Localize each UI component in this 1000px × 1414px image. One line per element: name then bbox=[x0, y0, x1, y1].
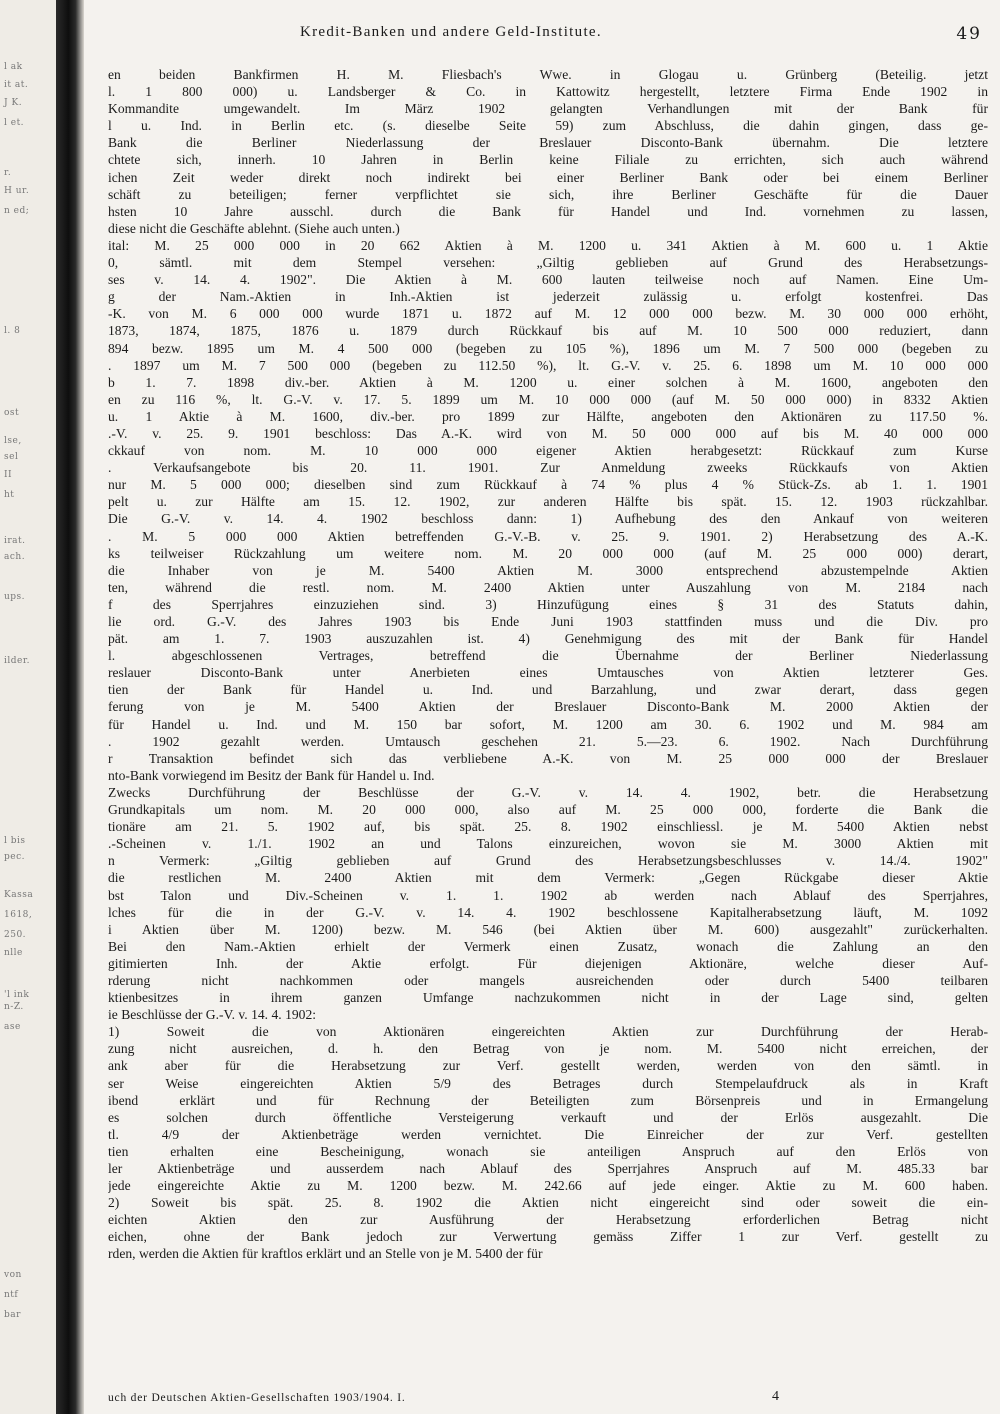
text-line: n Vermerk: „Giltig geblieben auf Grund des Herabsetzungsbeschlusses v. 14./4. 1902" bbox=[108, 853, 988, 869]
text-line: ank aber für die Herabsetzung zur Verf. gestellt werden, werden von den sämtl. in bbox=[108, 1058, 988, 1074]
book-gutter-shadow bbox=[56, 0, 84, 1414]
text-line: 1873, 1874, 1875, 1876 u. 1879 durch Rückkauf bis auf M. 10 500 000 reduziert, dann bbox=[108, 323, 988, 339]
text-line: schäft zu beteiligen; ferner verpflichtet sie sich, ihre Berliner Geschäfte für die Dauer bbox=[108, 186, 988, 202]
text-line: bst Talon und Div.-Scheinen v. 1. 1. 1902 ab werden nach Ablauf des Sperrjahres, bbox=[108, 887, 988, 903]
text-line: g der Nam.-Aktien in Inh.-Aktien ist jederzeit zulässig u. erfolgt kostenfrei. Das bbox=[108, 289, 988, 305]
text-line: 894 bezw. 1895 um M. 4 500 000 (begeben zu 105 %), 1896 um M. 7 500 000 (begeben zu bbox=[108, 340, 988, 356]
text-line: l. 1 800 000) u. Landsberger & Co. in Kattowitz hergestellt, letztere Firma Ende 1902 in bbox=[108, 84, 988, 100]
text-line: ichen Zeit weder direkt noch indirekt bei einer Berliner Bank oder bei einem Berliner bbox=[108, 169, 988, 185]
text-line: tien erhalten eine Bescheinigung, wonach sie anteiligen Anspruch auf den Erlös von bbox=[108, 1143, 988, 1159]
margin-fragment: r. bbox=[4, 168, 12, 178]
margin-fragment: l ak bbox=[4, 62, 23, 72]
margin-fragment: H ur. bbox=[4, 186, 30, 196]
text-line: ferung von je M. 5400 Aktien der Breslauer Disconto-Bank M. 2000 Aktien der bbox=[108, 699, 988, 715]
margin-fragment: l bis bbox=[4, 836, 26, 846]
text-line: Kommandite umgewandelt. Im März 1902 gelangten Verhandlungen mit der Bank für bbox=[108, 101, 988, 117]
text-line: 2) Soweit bis spät. 25. 8. 1902 die Aktien nicht eingereicht sind oder soweit die ein- bbox=[108, 1195, 988, 1211]
margin-fragment: von bbox=[4, 1270, 22, 1280]
text-line: gitimierten Inh. der Aktie erfolgt. Für diejenigen Aktionäre, welche dieser Auf- bbox=[108, 955, 988, 971]
text-line: ibend erklärt und für Rechnung der Beteiligten zum Börsenpreis und in Ermangelung bbox=[108, 1092, 988, 1108]
margin-fragment: ups. bbox=[4, 592, 26, 602]
margin-fragment: ilder. bbox=[4, 656, 31, 666]
margin-fragment: l et. bbox=[4, 118, 25, 128]
text-line: lie ord. G.-V. des Jahres 1903 bis Ende Juni 1903 stattfinden muss und die Div. pro bbox=[108, 614, 988, 629]
margin-fragment: 1618, bbox=[4, 910, 33, 920]
text-line: u. 1 Aktie à M. 1600, div.-ber. pro 1899 zur Hälfte, angeboten den Aktionären zu 117.50 %. bbox=[108, 408, 988, 424]
margin-fragment: ost bbox=[4, 408, 20, 418]
text-line: pät. am 1. 7. 1903 auszuzahlen ist. 4) Genehmigung des mit der Bank für Handel bbox=[108, 631, 988, 647]
text-line: nur M. 5 000 000; dieselben sind zum Rückkauf à 74 % plus 4 % Stück-Zs. ab 1. 1. 1901 bbox=[108, 477, 988, 493]
text-line: .-Scheinen v. 1./1. 1902 an und Talons einzureichen, wovon sie M. 3000 Aktien mit bbox=[108, 836, 988, 852]
text-line: Bei den Nam.-Aktien erhielt der Vermerk einen Zusatz, wonach die Zahlung an den bbox=[108, 938, 988, 954]
margin-fragment: ht bbox=[4, 490, 15, 500]
text-line: ses v. 14. 4. 1902". Die Aktien à M. 600 lauten teilweise noch auf Namen. Eine Um- bbox=[108, 272, 988, 288]
text-line: . 1902 gezahlt werden. Umtausch geschehen 21. 5.—23. 6. 1902. Nach Durchführung bbox=[108, 733, 988, 749]
text-line: rden, werden die Aktien für kraftlos erklärt und an Stelle von je M. 5400 der für bbox=[108, 1246, 543, 1262]
margin-fragment: 250. bbox=[4, 930, 27, 940]
margin-fragment: II bbox=[4, 470, 13, 480]
footer-source: uch der Deutschen Aktien-Gesellschaften 1903/1904. I. bbox=[108, 1392, 406, 1404]
text-line: jede eingereichte Aktie zu M. 1200 bezw. M. 242.66 auf jede einger. Aktie zu M. 600 haben. bbox=[108, 1178, 988, 1194]
text-line: . 1897 um M. 7 500 000 (begeben zu 112.50 %), lt. G.-V. v. 25. 6. 1898 um M. 10 000 000 bbox=[108, 357, 988, 373]
text-line: lches für die in der G.-V. v. 14. 4. 1902 beschlossene Kapitalherabsetzung läuft, M. 1092 bbox=[108, 904, 988, 920]
text-line: ktienbesitzes in ihrem ganzen Umfange nachzukommen nicht in der Lage sind, gelten bbox=[108, 990, 988, 1006]
margin-fragment: n-Z. bbox=[4, 1002, 24, 1012]
text-line: tien der Bank für Handel u. Ind. und Barzahlung, und zwar derart, dass gegen bbox=[108, 682, 988, 698]
margin-fragment: irat. bbox=[4, 536, 26, 546]
left-page-margin bbox=[0, 0, 56, 1414]
text-line: ler Aktienbeträge und ausserdem nach Ablauf des Sperrjahres Anspruch auf M. 485.33 bar bbox=[108, 1161, 988, 1176]
text-line: Grundkapitals um nom. M. 20 000 000, also auf M. 25 000 000, forderte die Bank die bbox=[108, 802, 988, 818]
text-line: en zu 116 %, lt. G.-V. v. 17. 5. 1899 um M. 10 000 000 (auf M. 50 000 000) in 8332 Aktien bbox=[108, 391, 988, 407]
text-line: nto-Bank vorwiegend im Besitz der Bank für Handel u. Ind. bbox=[108, 767, 435, 783]
text-line: ks teilweiser Rückzahlung um weitere nom. M. 20 000 000 (auf M. 25 000 000) derart, bbox=[108, 545, 988, 561]
text-line: für Handel u. Ind. und M. 150 bar sofort, M. 1200 am 30. 6. 1902 und M. 984 am bbox=[108, 716, 988, 732]
text-line: Bank die Berliner Niederlassung der Breslauer Disconto-Bank übernahm. Die letztere bbox=[108, 135, 988, 151]
document-page bbox=[84, 0, 1000, 1414]
margin-fragment: lse, bbox=[4, 436, 22, 446]
margin-fragment: Kassa bbox=[4, 890, 34, 900]
page-number: 49 bbox=[956, 24, 982, 44]
text-line: ckkauf von nom. M. 10 000 000 eigener Aktien herabgesetzt: Rückkauf zum Kurse bbox=[108, 443, 988, 459]
text-line: tionäre am 21. 5. 1902 auf, bis spät. 25. 8. 1902 einschliessl. je M. 5400 Aktien nebst bbox=[108, 819, 988, 835]
margin-fragment: bar bbox=[4, 1310, 21, 1320]
text-line: -K. von M. 6 000 000 wurde 1871 u. 1872 auf M. 12 000 000 bezw. M. 30 000 000 erhöht, bbox=[108, 306, 988, 322]
header-title: Kredit-Banken und andere Geld-Institute. bbox=[300, 24, 602, 40]
text-line: .-V. v. 25. 9. 1901 beschloss: Das A.-K. wird von M. 50 000 000 auf bis M. 40 000 000 bbox=[108, 425, 988, 441]
margin-fragment: J K. bbox=[4, 98, 23, 108]
text-line: . M. 5 000 000 Aktien betreffenden G.-V.-B. v. 25. 9. 1901. 2) Herabsetzung des A.-K. bbox=[108, 528, 988, 544]
text-line: ten, während die restl. nom. M. 2400 Aktien unter Auszahlung von M. 2184 nach bbox=[108, 579, 988, 595]
text-line: die restlichen M. 2400 Aktien mit dem Vermerk: „Gegen Rückgabe dieser Aktie bbox=[108, 870, 988, 886]
text-line: pelt u. zur Hälfte am 15. 12. 1902, zur anderen Hälfte bis spät. 15. 12. 1903 rückzahlbar. bbox=[108, 494, 988, 510]
text-line: hsten 10 Jahre ausschl. durch die Bank für Handel und Ind. vornehmen zu lassen, bbox=[108, 203, 988, 219]
margin-fragment: 'l ink bbox=[4, 990, 30, 1000]
margin-fragment: n ed; bbox=[4, 206, 30, 216]
body-text bbox=[108, 66, 988, 1263]
text-line: diese nicht die Geschäfte ablehnt. (Siehe auch unten.) bbox=[108, 220, 400, 236]
text-line: en beiden Bankfirmen H. M. Fliesbach's Wwe. in Glogau u. Grünberg (Beteilig. jetzt bbox=[108, 67, 988, 82]
text-line: r Transaktion befindet sich das verbliebene A.-K. von M. 25 000 000 der Breslauer bbox=[108, 750, 988, 766]
text-line: 0, sämtl. mit dem Stempel versehen: „Giltig geblieben auf Grund des Herabsetzungs- bbox=[108, 255, 988, 271]
text-line: Zwecks Durchführung der Beschlüsse der G.-V. v. 14. 4. 1902, betr. die Herabsetzung bbox=[108, 784, 988, 800]
text-line: zung nicht ausreichen, d. h. den Betrag von je nom. M. 5400 nicht erreichen, der bbox=[108, 1041, 988, 1057]
text-line: ie Beschlüsse der G.-V. v. 14. 4. 1902: bbox=[108, 1007, 317, 1023]
text-line: Die G.-V. v. 14. 4. 1902 beschloss dann: 1) Aufhebung des den Ankauf von weiteren bbox=[108, 511, 988, 527]
margin-fragment: ntf bbox=[4, 1290, 19, 1300]
text-line: l. abgeschlossenen Vertrages, betreffend die Übernahme der Berliner Niederlassung bbox=[108, 648, 988, 664]
text-line: b 1. 7. 1898 div.-ber. Aktien à M. 1200 u. einer solchen à M. 1600, angeboten den bbox=[108, 374, 988, 390]
margin-fragment: ase bbox=[4, 1022, 21, 1032]
footer-signature: 4 bbox=[772, 1389, 779, 1404]
text-line: reslauer Disconto-Bank unter Anerbieten eines Umtausches von Aktien letzterer Ges. bbox=[108, 665, 988, 681]
margin-fragment: ach. bbox=[4, 552, 26, 562]
text-line: 1) Soweit die von Aktionären eingereichten Aktien zur Durchführung der Herab- bbox=[108, 1024, 988, 1040]
margin-fragment: pec. bbox=[4, 852, 25, 862]
text-line: tl. 4/9 der Aktienbeträge werden vernichtet. Die Einreicher der zur Verf. gestellten bbox=[108, 1126, 988, 1142]
text-line: die Inhaber von je M. 5400 Aktien M. 3000 entsprechend abzustempelnde Aktien bbox=[108, 562, 988, 578]
margin-fragment: nlle bbox=[4, 948, 23, 958]
text-line: eichen, ohne der Bank jedoch zur Verwertung gemäss Ziffer 1 zur Verf. gestellt zu bbox=[108, 1229, 988, 1245]
text-line: eichten Aktien den zur Ausführung der Herabsetzung erforderlichen Betrag nicht bbox=[108, 1212, 988, 1228]
text-line: . Verkaufsangebote bis 20. 11. 1901. Zur Anmeldung zweeks Rückkaufs von Aktien bbox=[108, 460, 988, 476]
text-line: ital: M. 25 000 000 in 20 662 Aktien à M. 1200 u. 341 Aktien à M. 600 u. 1 Aktie bbox=[108, 237, 988, 253]
text-line: f des Sperrjahres einzuziehen sind. 3) Hinzufügung eines § 31 des Statuts dahin, bbox=[108, 596, 988, 612]
text-line: rderung nicht nachkommen oder mangels ausreichenden oder durch 5400 teilbaren bbox=[108, 972, 988, 988]
text-line: l u. Ind. in Berlin etc. (s. dieselbe Seite 59) zum Abschluss, die dahin gingen, dass ge- bbox=[108, 118, 988, 134]
text-line: chtete sich, innerh. 10 Jahren in Berlin keine Filiale zu errichten, sich auch während bbox=[108, 152, 988, 168]
text-line: es solchen durch öffentliche Versteigerung verkauft und der Erlös ausgezahlt. Die bbox=[108, 1109, 988, 1125]
margin-fragment: l. 8 bbox=[4, 326, 21, 336]
margin-fragment: sel bbox=[4, 452, 19, 462]
text-line: i Aktien über M. 1200) bezw. M. 546 (bei Aktien über M. 600) ausgezahlt" zurückerhalten. bbox=[108, 921, 988, 937]
margin-fragment: it at. bbox=[4, 80, 29, 90]
text-line: ser Weise eingereichten Aktien 5/9 des Betrages durch Stempelaufdruck als in Kraft bbox=[108, 1075, 988, 1091]
